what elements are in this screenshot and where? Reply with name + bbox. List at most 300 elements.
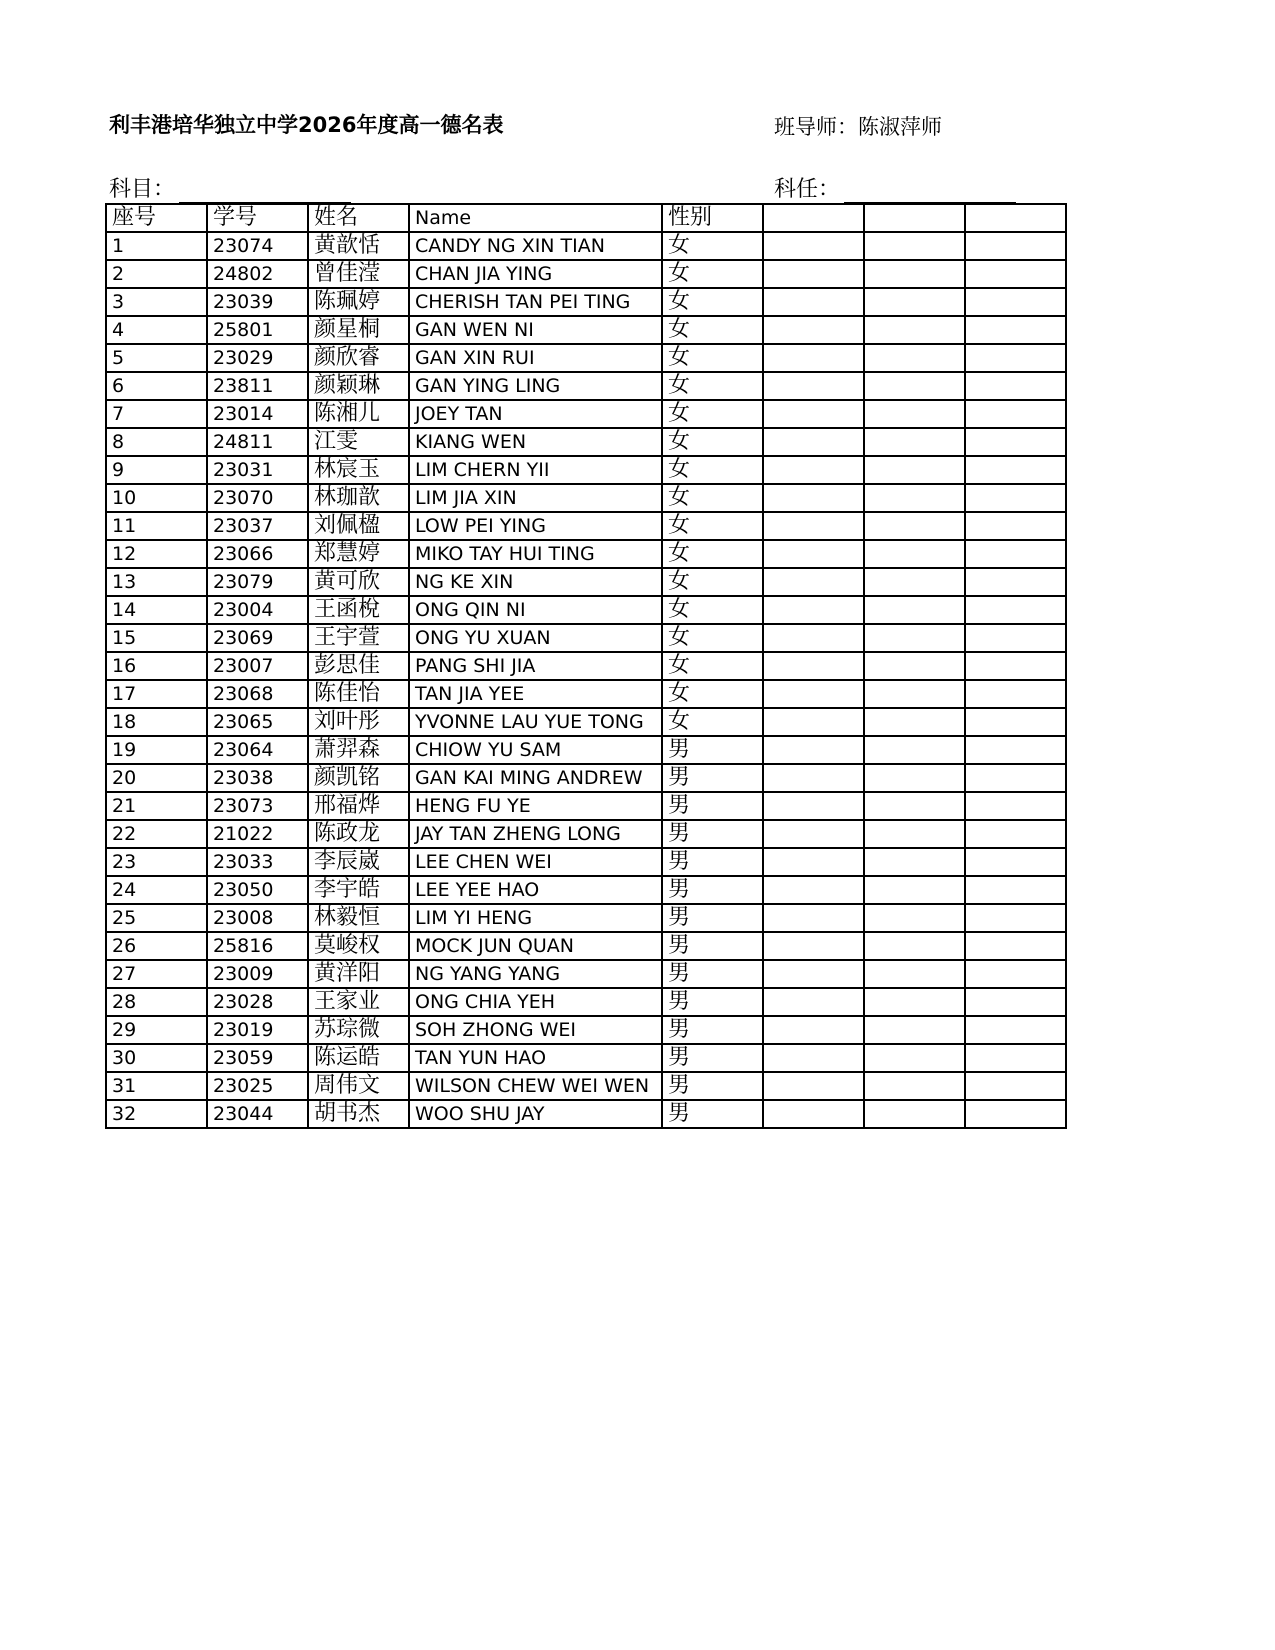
seat-number-cell: 13 [106, 568, 207, 596]
student-id-cell: 23039 [207, 288, 308, 316]
blank-cell [965, 792, 1066, 820]
student-id-cell: 23044 [207, 1100, 308, 1128]
gender-cell: 男 [662, 932, 763, 960]
blank-cell [763, 260, 864, 288]
chinese-name-cell: 黄歆恬 [308, 232, 409, 260]
blank-cell [965, 232, 1066, 260]
student-id-cell: 23033 [207, 848, 308, 876]
seat-number-cell: 3 [106, 288, 207, 316]
student-id-cell: 23031 [207, 456, 308, 484]
blank-cell [864, 1100, 965, 1128]
gender-cell: 男 [662, 988, 763, 1016]
blank-cell [965, 344, 1066, 372]
blank-cell [763, 540, 864, 568]
blank-cell [965, 680, 1066, 708]
table-row [106, 652, 1066, 680]
blank-cell [965, 484, 1066, 512]
english-name-cell: CHIOW YU SAM [409, 736, 662, 764]
table-row [106, 680, 1066, 708]
table-row [106, 596, 1066, 624]
english-name-cell: KIANG WEN [409, 428, 662, 456]
blank-cell [864, 400, 965, 428]
seat-number-cell: 28 [106, 988, 207, 1016]
table-row [106, 904, 1066, 932]
blank-cell [864, 344, 965, 372]
student-id-cell: 23038 [207, 764, 308, 792]
table-row [106, 1072, 1066, 1100]
table-row [106, 624, 1066, 652]
table-row [106, 988, 1066, 1016]
gender-cell: 女 [662, 288, 763, 316]
gender-cell: 女 [662, 372, 763, 400]
student-roster-table [105, 203, 1067, 1129]
blank-cell [763, 820, 864, 848]
blank-cell [965, 372, 1066, 400]
gender-cell: 女 [662, 484, 763, 512]
table-row [106, 932, 1066, 960]
gender-cell: 男 [662, 848, 763, 876]
gender-cell: 女 [662, 316, 763, 344]
gender-cell: 女 [662, 344, 763, 372]
english-name-cell: ONG CHIA YEH [409, 988, 662, 1016]
student-id-cell: 23811 [207, 372, 308, 400]
table-row [106, 344, 1066, 372]
english-name-cell: LIM JIA XIN [409, 484, 662, 512]
table-row [106, 792, 1066, 820]
blank-cell [965, 260, 1066, 288]
blank-cell [763, 316, 864, 344]
english-name-cell: HENG FU YE [409, 792, 662, 820]
seat-number-cell: 30 [106, 1044, 207, 1072]
blank-cell [864, 988, 965, 1016]
blank-cell [864, 1044, 965, 1072]
blank-cell [763, 736, 864, 764]
blank-cell [965, 736, 1066, 764]
gender-cell: 男 [662, 792, 763, 820]
seat-number-cell: 17 [106, 680, 207, 708]
chinese-name-cell: 刘佩楹 [308, 512, 409, 540]
student-id-cell: 23050 [207, 876, 308, 904]
class-teacher: 班导师：陈淑萍师 [774, 115, 942, 139]
table-row [106, 1100, 1066, 1128]
chinese-name-cell: 王函梲 [308, 596, 409, 624]
blank-cell [965, 568, 1066, 596]
english-name-cell: WOO SHU JAY [409, 1100, 662, 1128]
table-row [106, 372, 1066, 400]
english-name-cell: TAN YUN HAO [409, 1044, 662, 1072]
seat-number-cell: 25 [106, 904, 207, 932]
chinese-name-cell: 萧羿森 [308, 736, 409, 764]
blank-cell [763, 372, 864, 400]
gender-cell: 男 [662, 876, 763, 904]
seat-number-cell: 7 [106, 400, 207, 428]
seat-number-cell: 22 [106, 820, 207, 848]
blank-cell [965, 1072, 1066, 1100]
gender-cell: 女 [662, 456, 763, 484]
blank-cell [763, 596, 864, 624]
blank-cell [864, 540, 965, 568]
gender-cell: 女 [662, 708, 763, 736]
blank-cell [965, 708, 1066, 736]
table-header [106, 204, 1066, 232]
gender-cell: 男 [662, 1016, 763, 1044]
blank-cell [763, 932, 864, 960]
subject-teacher-blank-line [844, 180, 1016, 203]
seat-number-cell: 19 [106, 736, 207, 764]
blank-cell [965, 512, 1066, 540]
seat-number-cell: 9 [106, 456, 207, 484]
blank-cell [763, 764, 864, 792]
student-id-cell: 23009 [207, 960, 308, 988]
blank-cell [763, 960, 864, 988]
chinese-name-cell: 林毅恒 [308, 904, 409, 932]
student-id-cell: 24811 [207, 428, 308, 456]
blank-cell [965, 764, 1066, 792]
blank-cell [965, 652, 1066, 680]
blank-cell [965, 932, 1066, 960]
gender-cell: 男 [662, 1100, 763, 1128]
gender-cell: 女 [662, 652, 763, 680]
chinese-name-cell: 苏琮微 [308, 1016, 409, 1044]
english-name-cell: LIM YI HENG [409, 904, 662, 932]
student-id-cell: 23059 [207, 1044, 308, 1072]
gender-cell: 男 [662, 820, 763, 848]
chinese-name-cell: 颜星桐 [308, 316, 409, 344]
blank-cell [965, 876, 1066, 904]
english-name-cell: NG KE XIN [409, 568, 662, 596]
column-header: 姓名 [308, 204, 409, 232]
document-title: 利丰港培华独立中学2026年度高一德名表 [109, 113, 504, 137]
table-body [106, 232, 1066, 1128]
column-header: 学号 [207, 204, 308, 232]
seat-number-cell: 12 [106, 540, 207, 568]
blank-cell [763, 428, 864, 456]
seat-number-cell: 18 [106, 708, 207, 736]
chinese-name-cell: 李宇皓 [308, 876, 409, 904]
chinese-name-cell: 颜欣睿 [308, 344, 409, 372]
blank-cell [763, 456, 864, 484]
student-id-cell: 23014 [207, 400, 308, 428]
seat-number-cell: 20 [106, 764, 207, 792]
english-name-cell: CHERISH TAN PEI TING [409, 288, 662, 316]
table-row [106, 820, 1066, 848]
student-id-cell: 23028 [207, 988, 308, 1016]
seat-number-cell: 1 [106, 232, 207, 260]
chinese-name-cell: 陈政龙 [308, 820, 409, 848]
student-id-cell: 24802 [207, 260, 308, 288]
seat-number-cell: 15 [106, 624, 207, 652]
seat-number-cell: 8 [106, 428, 207, 456]
blank-cell [864, 288, 965, 316]
blank-cell [864, 568, 965, 596]
subject-field [109, 172, 351, 203]
blank-cell [763, 1044, 864, 1072]
subject-label: 科目： [109, 177, 176, 202]
table-row [106, 876, 1066, 904]
english-name-cell: ONG YU XUAN [409, 624, 662, 652]
gender-cell: 男 [662, 904, 763, 932]
blank-cell [965, 988, 1066, 1016]
student-id-cell: 23037 [207, 512, 308, 540]
blank-cell [864, 876, 965, 904]
blank-cell [763, 400, 864, 428]
seat-number-cell: 5 [106, 344, 207, 372]
student-id-cell: 21022 [207, 820, 308, 848]
seat-number-cell: 31 [106, 1072, 207, 1100]
blank-cell [965, 1044, 1066, 1072]
gender-cell: 女 [662, 232, 763, 260]
student-id-cell: 23066 [207, 540, 308, 568]
blank-cell [864, 848, 965, 876]
english-name-cell: LEE YEE HAO [409, 876, 662, 904]
chinese-name-cell: 郑慧婷 [308, 540, 409, 568]
blank-cell [965, 960, 1066, 988]
chinese-name-cell: 陈运皓 [308, 1044, 409, 1072]
seat-number-cell: 26 [106, 932, 207, 960]
blank-cell [864, 904, 965, 932]
seat-number-cell: 4 [106, 316, 207, 344]
student-id-cell: 23079 [207, 568, 308, 596]
table-row [106, 260, 1066, 288]
blank-cell [763, 288, 864, 316]
chinese-name-cell: 林珈歆 [308, 484, 409, 512]
table-row [106, 456, 1066, 484]
column-header: 性别 [662, 204, 763, 232]
chinese-name-cell: 陈湘儿 [308, 400, 409, 428]
blank-cell [864, 596, 965, 624]
chinese-name-cell: 江雯 [308, 428, 409, 456]
table-row [106, 232, 1066, 260]
blank-cell [965, 624, 1066, 652]
chinese-name-cell: 莫峻权 [308, 932, 409, 960]
english-name-cell: CANDY NG XIN TIAN [409, 232, 662, 260]
gender-cell: 女 [662, 260, 763, 288]
gender-cell: 女 [662, 596, 763, 624]
blank-cell [763, 680, 864, 708]
blank-cell [864, 260, 965, 288]
blank-cell [965, 540, 1066, 568]
table-row [106, 1044, 1066, 1072]
seat-number-cell: 24 [106, 876, 207, 904]
student-id-cell: 23008 [207, 904, 308, 932]
gender-cell: 女 [662, 624, 763, 652]
column-header: Name [409, 204, 662, 232]
blank-cell [965, 820, 1066, 848]
gender-cell: 男 [662, 764, 763, 792]
blank-cell [965, 316, 1066, 344]
blank-cell [864, 512, 965, 540]
table-row [106, 764, 1066, 792]
student-id-cell: 23064 [207, 736, 308, 764]
chinese-name-cell: 陈佳怡 [308, 680, 409, 708]
blank-cell [864, 428, 965, 456]
english-name-cell: YVONNE LAU YUE TONG [409, 708, 662, 736]
chinese-name-cell: 彭思佳 [308, 652, 409, 680]
blank-cell [763, 708, 864, 736]
student-id-cell: 23068 [207, 680, 308, 708]
english-name-cell: GAN WEN NI [409, 316, 662, 344]
table-row [106, 736, 1066, 764]
blank-cell [864, 1072, 965, 1100]
blank-cell [864, 932, 965, 960]
table-row [106, 288, 1066, 316]
english-name-cell: GAN KAI MING ANDREW [409, 764, 662, 792]
table-row [106, 484, 1066, 512]
english-name-cell: TAN JIA YEE [409, 680, 662, 708]
blank-cell [763, 512, 864, 540]
seat-number-cell: 14 [106, 596, 207, 624]
english-name-cell: GAN YING LING [409, 372, 662, 400]
blank-cell [965, 288, 1066, 316]
table-row [106, 568, 1066, 596]
blank-cell [965, 1100, 1066, 1128]
student-id-cell: 23019 [207, 1016, 308, 1044]
student-id-cell: 23004 [207, 596, 308, 624]
blank-cell [763, 904, 864, 932]
chinese-name-cell: 陈珮婷 [308, 288, 409, 316]
english-name-cell: CHAN JIA YING [409, 260, 662, 288]
seat-number-cell: 10 [106, 484, 207, 512]
english-name-cell: SOH ZHONG WEI [409, 1016, 662, 1044]
english-name-cell: NG YANG YANG [409, 960, 662, 988]
student-id-cell: 23025 [207, 1072, 308, 1100]
gender-cell: 男 [662, 1072, 763, 1100]
subject-teacher-label: 科任： [774, 177, 841, 202]
blank-cell [864, 484, 965, 512]
english-name-cell: JAY TAN ZHENG LONG [409, 820, 662, 848]
english-name-cell: JOEY TAN [409, 400, 662, 428]
table-row [106, 512, 1066, 540]
seat-number-cell: 29 [106, 1016, 207, 1044]
column-header: 座号 [106, 204, 207, 232]
blank-cell [864, 232, 965, 260]
seat-number-cell: 11 [106, 512, 207, 540]
gender-cell: 男 [662, 736, 763, 764]
blank-cell [965, 904, 1066, 932]
chinese-name-cell: 邢福烨 [308, 792, 409, 820]
blank-cell [864, 708, 965, 736]
blank-cell [864, 456, 965, 484]
english-name-cell: GAN XIN RUI [409, 344, 662, 372]
seat-number-cell: 23 [106, 848, 207, 876]
english-name-cell: MOCK JUN QUAN [409, 932, 662, 960]
blank-cell [864, 316, 965, 344]
column-header [763, 204, 864, 232]
english-name-cell: WILSON CHEW WEI WEN [409, 1072, 662, 1100]
blank-cell [864, 680, 965, 708]
blank-cell [965, 456, 1066, 484]
student-id-cell: 23073 [207, 792, 308, 820]
student-id-cell: 23065 [207, 708, 308, 736]
gender-cell: 女 [662, 540, 763, 568]
student-id-cell: 23029 [207, 344, 308, 372]
english-name-cell: PANG SHI JIA [409, 652, 662, 680]
chinese-name-cell: 胡书杰 [308, 1100, 409, 1128]
seat-number-cell: 2 [106, 260, 207, 288]
table-row [106, 540, 1066, 568]
blank-cell [864, 652, 965, 680]
header-row [106, 204, 1066, 232]
gender-cell: 女 [662, 428, 763, 456]
table-row [106, 1016, 1066, 1044]
column-header [864, 204, 965, 232]
english-name-cell: MIKO TAY HUI TING [409, 540, 662, 568]
chinese-name-cell: 周伟文 [308, 1072, 409, 1100]
gender-cell: 女 [662, 400, 763, 428]
blank-cell [965, 428, 1066, 456]
blank-cell [763, 484, 864, 512]
blank-cell [864, 764, 965, 792]
blank-cell [864, 792, 965, 820]
student-id-cell: 23074 [207, 232, 308, 260]
table-row [106, 708, 1066, 736]
gender-cell: 女 [662, 512, 763, 540]
table-row [106, 428, 1066, 456]
blank-cell [763, 876, 864, 904]
table-row [106, 400, 1066, 428]
blank-cell [965, 848, 1066, 876]
blank-cell [763, 1100, 864, 1128]
subject-blank-line [179, 180, 351, 203]
chinese-name-cell: 颜凯铭 [308, 764, 409, 792]
seat-number-cell: 21 [106, 792, 207, 820]
column-header [965, 204, 1066, 232]
student-id-cell: 25816 [207, 932, 308, 960]
chinese-name-cell: 刘叶彤 [308, 708, 409, 736]
gender-cell: 女 [662, 680, 763, 708]
chinese-name-cell: 王家业 [308, 988, 409, 1016]
blank-cell [864, 960, 965, 988]
chinese-name-cell: 李辰崴 [308, 848, 409, 876]
blank-cell [763, 568, 864, 596]
seat-number-cell: 32 [106, 1100, 207, 1128]
blank-cell [763, 232, 864, 260]
blank-cell [864, 736, 965, 764]
blank-cell [763, 652, 864, 680]
english-name-cell: LIM CHERN YII [409, 456, 662, 484]
english-name-cell: LOW PEI YING [409, 512, 662, 540]
chinese-name-cell: 黄可欣 [308, 568, 409, 596]
table-row [106, 316, 1066, 344]
blank-cell [763, 848, 864, 876]
blank-cell [864, 372, 965, 400]
blank-cell [965, 596, 1066, 624]
student-id-cell: 23069 [207, 624, 308, 652]
blank-cell [864, 1016, 965, 1044]
chinese-name-cell: 颜颖琳 [308, 372, 409, 400]
student-id-cell: 23007 [207, 652, 308, 680]
table-row [106, 960, 1066, 988]
chinese-name-cell: 黄洋阳 [308, 960, 409, 988]
english-name-cell: ONG QIN NI [409, 596, 662, 624]
english-name-cell: LEE CHEN WEI [409, 848, 662, 876]
gender-cell: 女 [662, 568, 763, 596]
table-row [106, 848, 1066, 876]
gender-cell: 男 [662, 960, 763, 988]
student-id-cell: 25801 [207, 316, 308, 344]
blank-cell [763, 988, 864, 1016]
seat-number-cell: 16 [106, 652, 207, 680]
blank-cell [763, 1016, 864, 1044]
student-id-cell: 23070 [207, 484, 308, 512]
blank-cell [763, 1072, 864, 1100]
blank-cell [763, 344, 864, 372]
blank-cell [965, 400, 1066, 428]
seat-number-cell: 27 [106, 960, 207, 988]
chinese-name-cell: 王宇萱 [308, 624, 409, 652]
blank-cell [763, 792, 864, 820]
chinese-name-cell: 林宸玉 [308, 456, 409, 484]
